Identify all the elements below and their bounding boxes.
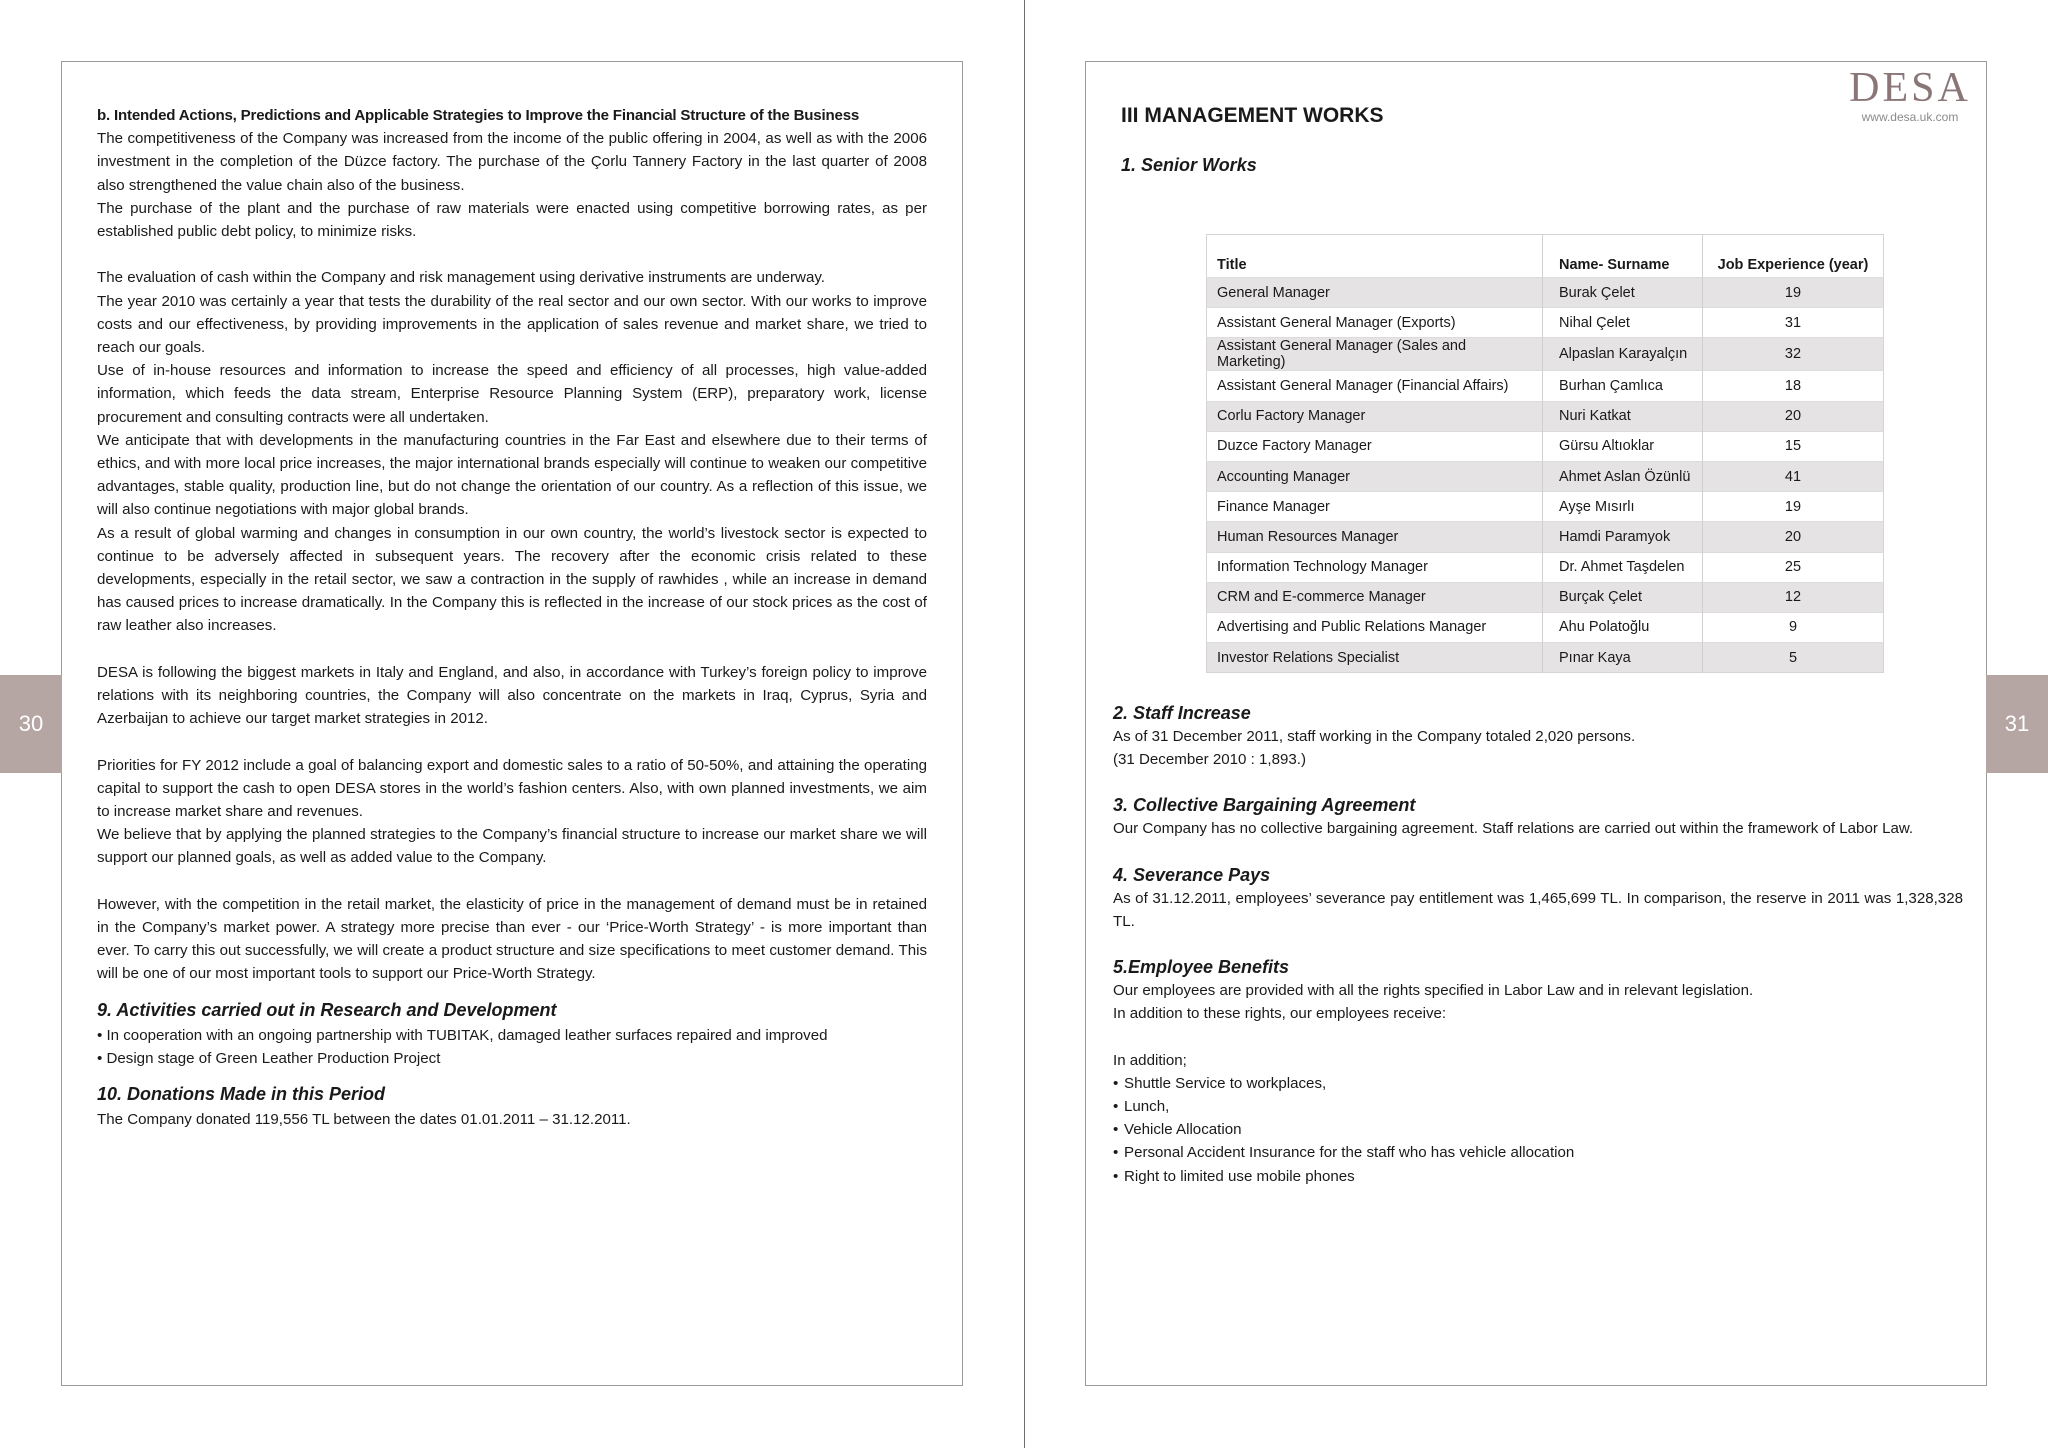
donations-text: The Company donated 119,556 TL between the dates 01.01.2011 – 31.12.2011. [97, 1111, 631, 1129]
benefits-title: 5.Employee Benefits [1113, 957, 1290, 978]
benefits-line: Our employees are provided with all the rights specified in Labor Law and in relevant legislation. [1113, 982, 1754, 1000]
desa-logo [1840, 66, 1980, 124]
staff-line: (31 December 2010 : 1,893.) [1113, 751, 1306, 769]
cell-title: Assistant General Manager (Financial Affairs) [1207, 371, 1543, 401]
cell-experience: 19 [1703, 278, 1884, 308]
cba-text: Our Company has no collective bargaining agreement. Staff relations are carried out within the framework of Labor Law. [1113, 820, 1914, 838]
table-row [1207, 278, 1884, 308]
senior-works-title: 1. Senior Works [1121, 155, 1257, 175]
logo-url: www.desa.uk.com [1861, 110, 1959, 124]
paragraph: Use of in-house resources and information to increase the speed and efficiency of all processes, high value-added information, which feeds the data stream, Enterprise Resource Planning System (ERP), preparatory work, license procurement and consulting contracts were all undertaken. [97, 362, 927, 426]
header-title: Title [1207, 235, 1543, 278]
cell-title: Accounting Manager [1207, 461, 1543, 491]
paragraph: As a result of global warming and changes in consumption in our own country, the world’s livestock sector is expected to continue to be adversely affected in subsequent years. The recovery after the economic crisis related to these developments, especially in the retail sector, we saw a contraction in the supply of rawhides , while an increase in demand has caused prices to increase dramatically. In the Company this is reflected in the increase of our stock prices as the cost of raw leather also increases. [97, 524, 927, 635]
list-item: • Lunch, [1113, 1095, 1963, 1118]
table-row [1207, 338, 1884, 371]
cell-title: Assistant General Manager (Exports) [1207, 308, 1543, 338]
paragraph: We anticipate that with developments in the manufacturing countries in the Far East and elsewhere due to their terms of ethics, and with more local price increases, the major international brands especially will continue to weaken our competitive advantages, stable quality, production line, but do not change the orientation of our country. As a reflection of this issue, we will also continue negotiations with major global brands. [97, 431, 927, 519]
list-item: • Shuttle Service to workplaces, [1113, 1072, 1963, 1095]
cell-experience: 9 [1703, 612, 1884, 642]
list-item: • Right to limited use mobile phones [1113, 1165, 1963, 1188]
cell-name: Gürsu Altıoklar [1543, 431, 1703, 461]
paragraph: Priorities for FY 2012 include a goal of balancing export and domestic sales to a ratio of 50-50%, and attaining the operating capital to support the cash to open DESA stores in the world’s fashion centers. Also, with own planned investments, we aim to increase market share and revenues. [97, 756, 927, 821]
cell-title: Duzce Factory Manager [1207, 431, 1543, 461]
left-page-content [97, 104, 927, 1131]
cell-name: Burhan Çamlıca [1543, 371, 1703, 401]
paragraph: The evaluation of cash within the Company and risk management using derivative instruments are underway. [97, 269, 825, 287]
cell-name: Hamdi Paramyok [1543, 522, 1703, 552]
table-row [1207, 401, 1884, 431]
rd-section-title: 9. Activities carried out in Research and Development [97, 999, 557, 1020]
benefits-line: In addition to these rights, our employees receive: [1113, 1005, 1447, 1023]
table-row [1207, 643, 1884, 673]
rd-item: • In cooperation with an ongoing partnership with TUBITAK, damaged leather surfaces repaired and improved [97, 1026, 828, 1044]
cell-experience: 15 [1703, 431, 1884, 461]
cell-experience: 25 [1703, 552, 1884, 582]
header-name: Name- Surname [1543, 235, 1703, 278]
table-row [1207, 492, 1884, 522]
cell-experience: 31 [1703, 308, 1884, 338]
list-item: • Vehicle Allocation [1113, 1118, 1963, 1141]
table-row [1207, 308, 1884, 338]
benefits-intro: In addition; [1113, 1051, 1187, 1069]
cell-experience: 12 [1703, 582, 1884, 612]
cell-experience: 20 [1703, 522, 1884, 552]
book-spine [1024, 0, 1025, 1448]
cell-experience: 19 [1703, 492, 1884, 522]
cell-experience: 18 [1703, 371, 1884, 401]
logo-wordmark: DESA [1849, 65, 1971, 111]
table-row [1207, 582, 1884, 612]
table-row [1207, 522, 1884, 552]
cell-name: Alpaslan Karayalçın [1543, 338, 1703, 371]
page-number-left: 30 [0, 675, 62, 773]
cell-title: CRM and E-commerce Manager [1207, 582, 1543, 612]
staff-increase-title: 2. Staff Increase [1113, 703, 1251, 723]
cell-title: Corlu Factory Manager [1207, 401, 1543, 431]
paragraph: However, with the competition in the retail market, the elasticity of price in the management of demand must be in retained in the Company’s market power. A strategy more precise than ever - our ‘Price-Worth Strategy’ - is more important than ever. To carry this out successfully, we will create a product structure and size specifications to meet customer demand. This will be one of our most important tools to support our Price-Worth Strategy. [97, 895, 927, 983]
senior-management-table [1206, 234, 1884, 673]
table-row [1207, 371, 1884, 401]
cba-title: 3. Collective Bargaining Agreement [1113, 795, 1416, 816]
table-row [1207, 552, 1884, 582]
cell-experience: 20 [1703, 401, 1884, 431]
table-row [1207, 612, 1884, 642]
cell-experience: 41 [1703, 461, 1884, 491]
table-row [1207, 431, 1884, 461]
cell-name: Ayşe Mısırlı [1543, 492, 1703, 522]
cell-name: Pınar Kaya [1543, 643, 1703, 673]
cell-title: Information Technology Manager [1207, 552, 1543, 582]
cell-title: General Manager [1207, 278, 1543, 308]
paragraph: We believe that by applying the planned strategies to the Company’s financial structure to increase our market share we will support our planned goals, as well as added value to the Company. [97, 826, 927, 867]
cell-name: Nuri Katkat [1543, 401, 1703, 431]
staff-line: As of 31 December 2011, staff working in the Company totaled 2,020 persons. [1113, 728, 1636, 745]
header-experience: Job Experience (year) [1717, 257, 1869, 273]
cell-name: Dr. Ahmet Taşdelen [1543, 552, 1703, 582]
paragraph: The year 2010 was certainly a year that tests the durability of the real sector and our own sector. With our works to improve costs and our effectiveness, by providing improvements in the application of sales revenue and market share, we tried to reach our goals. [97, 292, 927, 357]
cell-title: Assistant General Manager (Sales and Marketing) [1207, 338, 1543, 371]
paragraph: DESA is following the biggest markets in Italy and England, and also, in accordance with Turkey’s foreign policy to improve relations with its neighboring countries, the Company will also concentrate on the markets in Iraq, Cyprus, Syria and Azerbaijan to achieve our target market strategies in 2012. [97, 663, 927, 728]
paragraph: The purchase of the plant and the purchase of raw materials were enacted using competitive borrowing rates, as per established public debt policy, to minimize risks. [97, 199, 927, 241]
cell-name: Burçak Çelet [1543, 582, 1703, 612]
cell-title: Investor Relations Specialist [1207, 643, 1543, 673]
page-number-right: 31 [1986, 675, 2048, 773]
cell-name: Burak Çelet [1543, 278, 1703, 308]
cell-experience: 5 [1703, 643, 1884, 673]
cell-name: Ahmet Aslan Özünlü [1543, 461, 1703, 491]
page-title: III MANAGEMENT WORKS [1121, 104, 1384, 127]
benefits-list [1113, 1072, 1963, 1188]
table-row [1207, 461, 1884, 491]
paragraph: The competitiveness of the Company was increased from the income of the public offering in 2004, as well as with the 2006 investment in the completion of the Düzce factory. The purchase of the Çorlu Tannery Factory in the last quarter of 2008 also strengthened the value chain also of the business. [97, 130, 927, 194]
donations-section-title: 10. Donations Made in this Period [97, 1084, 386, 1105]
cell-name: Ahu Polatoğlu [1543, 612, 1703, 642]
severance-text: As of 31.12.2011, employees’ severance pay entitlement was 1,465,699 TL. In comparison, the reserve in 2011 was 1,328,328 TL. [1113, 889, 1963, 930]
cell-title: Human Resources Manager [1207, 522, 1543, 552]
cell-title: Advertising and Public Relations Manager [1207, 612, 1543, 642]
cell-title: Finance Manager [1207, 492, 1543, 522]
cell-experience: 32 [1703, 338, 1884, 371]
cell-name: Nihal Çelet [1543, 308, 1703, 338]
table-header-row [1207, 235, 1884, 278]
severance-title: 4. Severance Pays [1113, 864, 1271, 885]
list-item: • Personal Accident Insurance for the staff who has vehicle allocation [1113, 1141, 1963, 1164]
rd-item: • Design stage of Green Leather Production Project [97, 1049, 441, 1067]
section-b-heading: b. Intended Actions, Predictions and Applicable Strategies to Improve the Financial Structure of the Business [97, 107, 860, 124]
right-page-content [1113, 701, 1963, 1188]
